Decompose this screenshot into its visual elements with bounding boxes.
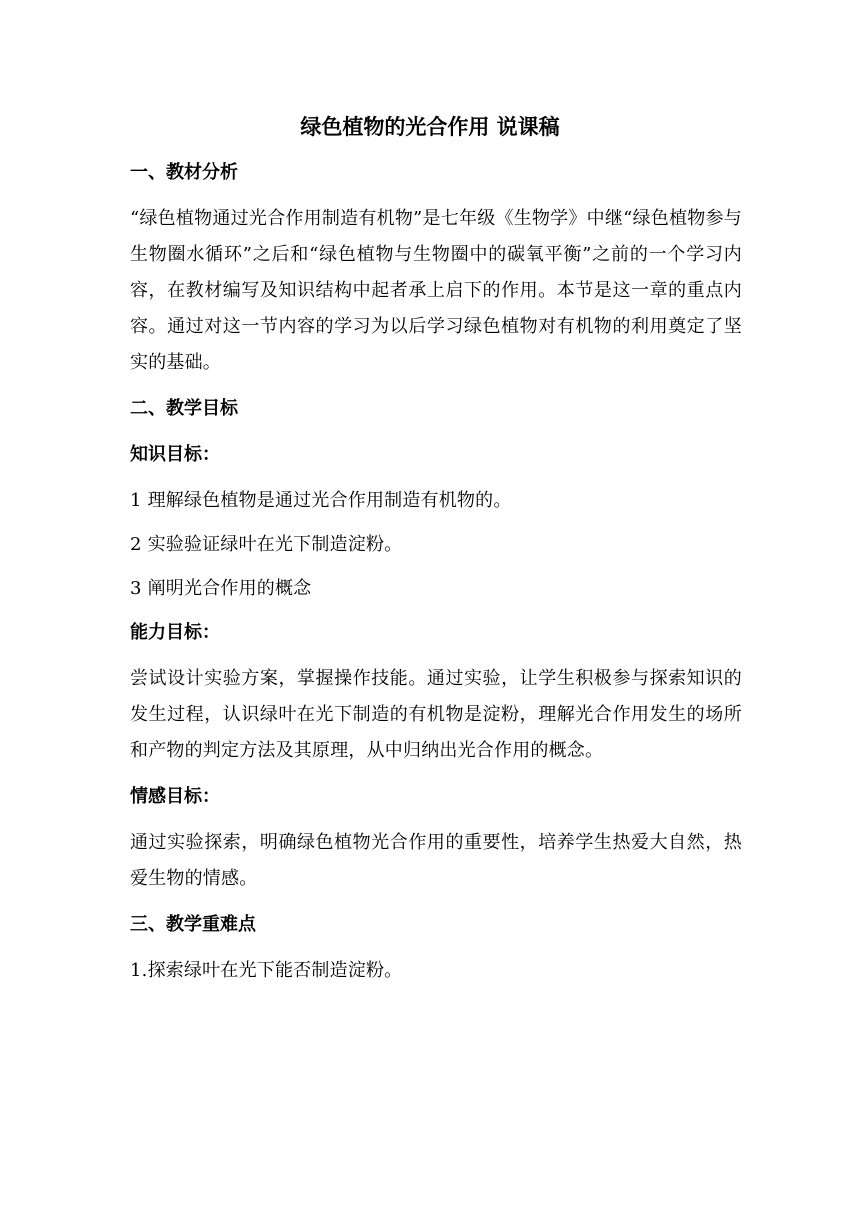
section-heading-objectives: 二、教学目标 (130, 398, 238, 419)
materials-paragraph: “绿色植物通过光合作用制造有机物”是七年级《生物学》中继“绿色植物参与生物圈水循环”之后和“绿色植物与生物圈中的碳氧平衡”之前的一个学习内容，在教材编写及知识结构中起者承上启下的作用。本节是这一章的重点内容。通过对这一节内容的学习为以后学习绿色植物对有机物的利用奠定了坚实的基础。 (130, 208, 742, 373)
knowledge-item: 1 理解绿色植物是通过光合作用制造有机物的。 (130, 490, 512, 511)
knowledge-objectives-heading: 知识目标： (130, 444, 220, 465)
emotion-objectives-heading: 情感目标： (130, 786, 220, 807)
section-heading-materials: 一、教材分析 (130, 162, 238, 183)
document-body (130, 155, 742, 997)
emotion-paragraph: 通过实验探索，明确绿色植物光合作用的重要性，培养学生热爱大自然，热爱生物的情感。 (130, 832, 742, 889)
section-heading-key-points: 三、教学重难点 (130, 914, 256, 935)
knowledge-item: 2 实验验证绿叶在光下制造淀粉。 (130, 534, 403, 555)
ability-paragraph: 尝试设计实验方案，掌握操作技能。通过实验，让学生积极参与探索知识的发生过程，认识绿叶在光下制造的有机物是淀粉，理解光合作用发生的场所和产物的判定方法及其原理，从中归纳出光合作用的概念。 (130, 668, 742, 761)
ability-objectives-heading: 能力目标： (130, 622, 220, 643)
key-point-item: 1.探索绿叶在光下能否制造淀粉。 (130, 960, 403, 981)
document-title: 绿色植物的光合作用 说课稿 (300, 115, 560, 139)
knowledge-item: 3 阐明光合作用的概念 (130, 578, 312, 599)
